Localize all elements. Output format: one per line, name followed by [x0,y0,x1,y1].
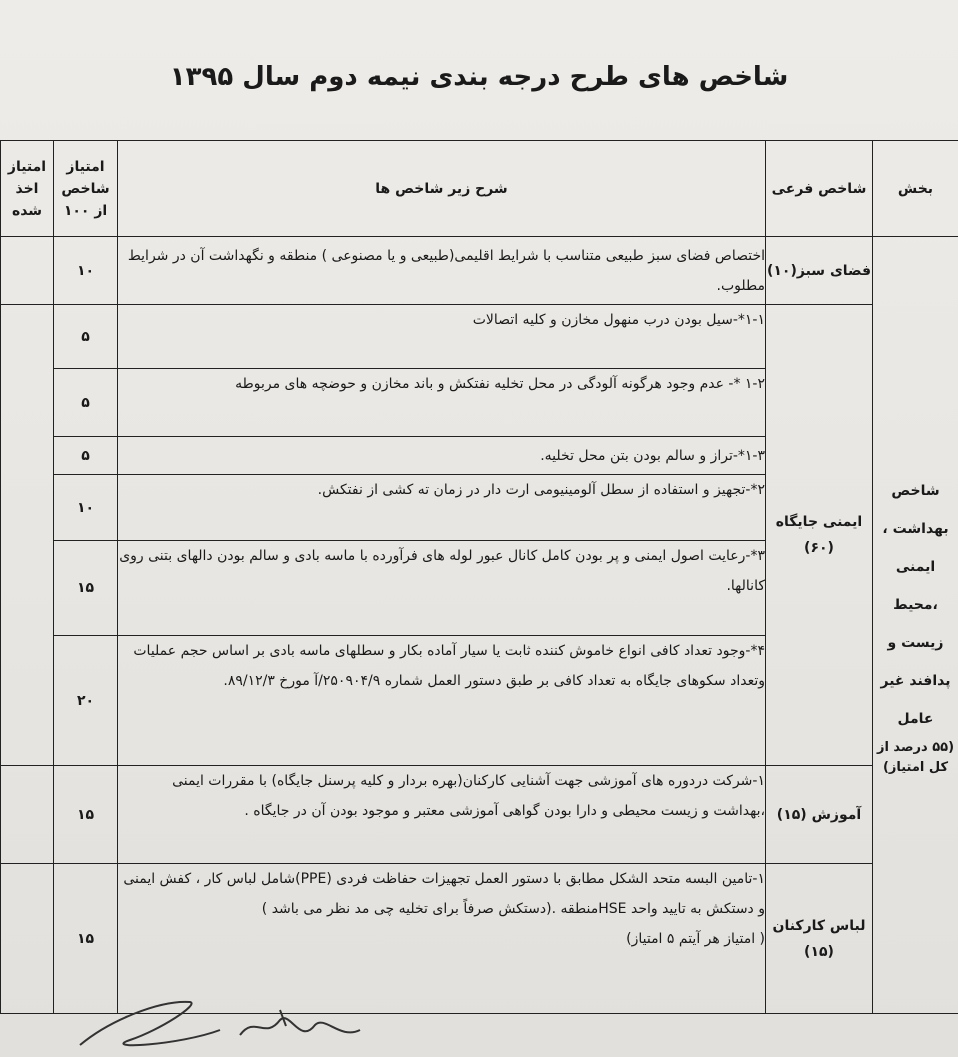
section-cell [873,237,958,1014]
row-taken-cell [1,237,54,305]
header-score: امتیاز شاخص از ۱۰۰ [54,141,118,237]
sub-index-safety: ایمنی جایگاه (۶۰) [766,305,873,766]
section-label: شاخص بهداشت ، ایمنی ،محیط زیست و پدافند غیر عامل [880,483,951,727]
row-score: ۱۰ [54,475,118,541]
row-description: ۴*-وجود تعداد کافی انواع خاموش کننده ثابت یا سیار آماده بکار و سطلهای ماسه بادی بر اساس حجم عملیات وتعداد سکوهای جایگاه به تعداد کافی بر طبق دستور العمل شماره ۲۵۰۹۰۴/۹/آ مورخ ۸۹/۱۲/۳. [118,636,766,766]
row-description: ۳*-رعایت اصول ایمنی و پر بودن کامل کانال عبور لوله های فرآورده با ماسه بادی و سالم بودن دالهای بتنی روی کانالها. [118,541,766,636]
row-description: ۱-۳*-تراز و سالم بودن بتن محل تخلیه. [118,437,766,475]
table-row [1,766,958,864]
header-taken: امتیاز اخذ شده [1,141,54,237]
row-score: ۱۵ [54,541,118,636]
document-title: شاخص های طرح درجه بندی نیمه دوم سال ۱۳۹۵ [169,62,789,92]
sub-index-green: فضای سبز(۱۰) [766,237,873,305]
row-score: ۱۰ [54,237,118,305]
row-taken-cell [1,766,54,864]
table-row [1,305,958,369]
row-description-note: ( امتیاز هر آیتم ۵ امتیاز) [626,931,765,947]
header-description: شرح زیر شاخص ها [118,141,766,237]
section-note: (۵۵ درصد از کل امتیاز) [876,740,955,775]
row-score: ۵ [54,437,118,475]
row-score: ۵ [54,369,118,437]
row-description-text: ۱-تامین البسه متحد الشکل مطابق با دستور العمل تجهیزات حفاظت فردی (PPE)شامل لباس کار ، کفش ایمنی و دستکش به تایید واحد HSEمنطقه .(دستکش صرفاً برای تخلیه چی مد نظر می باشد ) [123,871,765,917]
row-score: ۱۵ [54,766,118,864]
sub-index-clothing: لباس کارکنان (۱۵) [766,864,873,1014]
row-description: ۱-۲ *- عدم وجود هرگونه آلودگی در محل تخلیه نفتکش و باند مخازن و حوضچه های مربوطه [118,369,766,437]
row-description: ۱-۱*-سیل بودن درب منهول مخازن و کلیه اتصالات [118,305,766,369]
row-score: ۲۰ [54,636,118,766]
sub-index-training: آموزش (۱۵) [766,766,873,864]
row-description: ۱-شرکت دردوره های آموزشی جهت آشنایی کارکنان(بهره بردار و کلیه پرسنل جایگاه) با مقررات ایمنی ،بهداشت و زیست محیطی و دارا بودن گواهی آموزشی معتبر و موجود بودن آن در جایگاه . [118,766,766,864]
row-taken-cell [1,305,54,766]
table-header-row [1,141,958,237]
index-table [0,140,958,1014]
row-description: اختصاص فضای سبز طبیعی متناسب با شرایط اقلیمی(طبیعی و یا مصنوعی ) منطقه و نگهداشت آن در شرایط مطلوب. [118,237,766,305]
table-row [1,237,958,305]
row-score: ۱۵ [54,864,118,1014]
header-sub-index: شاخص فرعی [766,141,873,237]
handwritten-signature [40,990,440,1057]
row-score: ۵ [54,305,118,369]
header-section: بخش [873,141,958,237]
row-description: ۲*-تجهیز و استفاده از سطل آلومینیومی ارت دار در زمان ته کشی از نفتکش. [118,475,766,541]
